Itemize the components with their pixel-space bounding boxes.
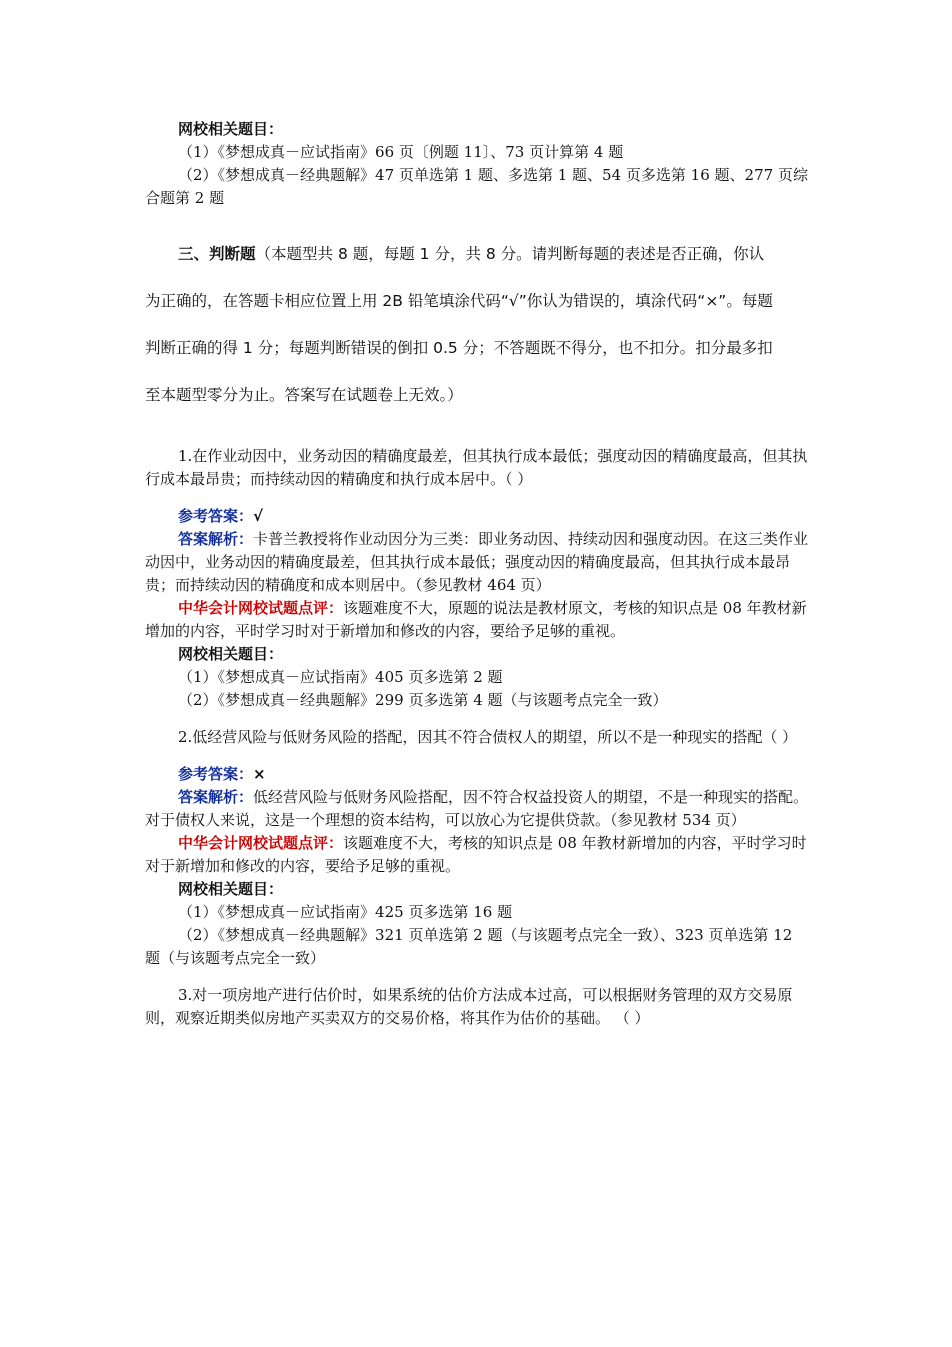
document-page xyxy=(145,118,810,1030)
question-block xyxy=(145,726,810,970)
question-text: 2.低经营风险与低财务风险的搭配，因其不符合债权人的期望，所以不是一种现实的搭配（ ） xyxy=(178,728,798,746)
section-title: 三、判断题 xyxy=(178,245,256,263)
related-item: （1）《梦想成真－应试指南》425 页多选第 16 题 xyxy=(178,903,513,921)
question-block xyxy=(145,445,810,712)
question-block xyxy=(145,984,810,1030)
related-item: （2）《梦想成真－经典题解》299 页多选第 4 题（与该题考点完全一致） xyxy=(178,691,668,709)
question-text: 3.对一项房地产进行估价时，如果系统的估价方法成本过高，可以根据财务管理的双方交易原则，观察近期类似房地产买卖双方的交易价格，将其作为估价的基础。 （ ） xyxy=(145,986,793,1027)
section-instructions xyxy=(145,238,810,412)
analysis-label: 答案解析： xyxy=(178,788,254,806)
analysis-text: 卡普兰教授将作业动因分为三类：即业务动因、持续动因和强度动因。在这三类作业动因中，业务动因的精确度最差，但其执行成本最低；强度动因的精确度最高，但其执行成本最昂贵；而持续动因的精确度和成本则居中。（参见教材 464 页） xyxy=(145,530,809,594)
analysis-label: 答案解析： xyxy=(178,530,254,548)
instructions-text: （本题型共 8 题，每题 1 分，共 8 分。请判断每题的表述是否正确，你认 xyxy=(255,245,765,263)
related-heading: 网校相关题目： xyxy=(178,120,284,138)
question-text: 1.在作业动因中，业务动因的精确度最差，但其执行成本最低；强度动因的精确度最高，但其执行成本最昂贵；而持续动因的精确度和执行成本居中。（ ） xyxy=(145,447,808,488)
related-item: （1）《梦想成真－应试指南》66 页〔例题 11〕、73 页计算第 4 题 xyxy=(178,143,624,161)
answer-value: × xyxy=(253,765,266,783)
answer-value: √ xyxy=(253,507,264,525)
related-item: （1）《梦想成真－应试指南》405 页多选第 2 题 xyxy=(178,668,503,686)
comment-label: 中华会计网校试题点评： xyxy=(178,599,344,617)
analysis-text: 低经营风险与低财务风险搭配，因不符合权益投资人的期望，不是一种现实的搭配。对于债权人来说，这是一个理想的资本结构，可以放心为它提供贷款。（参见教材 534 页） xyxy=(145,788,809,829)
comment-label: 中华会计网校试题点评： xyxy=(178,834,344,852)
related-heading: 网校相关题目： xyxy=(178,880,284,898)
instructions-text: 为正确的，在答题卡相应位置上用 2B 铅笔填涂代码“√”你认为错误的，填涂代码“×”。每题 xyxy=(145,292,773,310)
related-heading: 网校相关题目： xyxy=(178,645,284,663)
instructions-text: 判断正确的得 1 分；每题判断错误的倒扣 0.5 分；不答题既不得分，也不扣分。扣分最多扣 xyxy=(145,339,773,357)
related-item: （2）《梦想成真－经典题解》321 页单选第 2 题（与该题考点完全一致）、323 页单选第 12 题（与该题考点完全一致） xyxy=(145,926,793,967)
related-item: （2）《梦想成真－经典题解》47 页单选第 1 题、多选第 1 题、54 页多选第 16 题、277 页综合题第 2 题 xyxy=(145,166,808,207)
comment-text: 该题难度不大，原题的说法是教材原文，考核的知识点是 08 年教材新增加的内容，平时学习时对于新增加和修改的内容，要给予足够的重视。 xyxy=(145,599,807,640)
comment-text: 该题难度不大，考核的知识点是 08 年教材新增加的内容，平时学习时对于新增加和修改的内容，要给予足够的重视。 xyxy=(145,834,807,875)
instructions-text: 至本题型零分为止。答案写在试题卷上无效。） xyxy=(145,386,463,404)
answer-label: 参考答案： xyxy=(178,765,254,783)
answer-label: 参考答案： xyxy=(178,507,254,525)
